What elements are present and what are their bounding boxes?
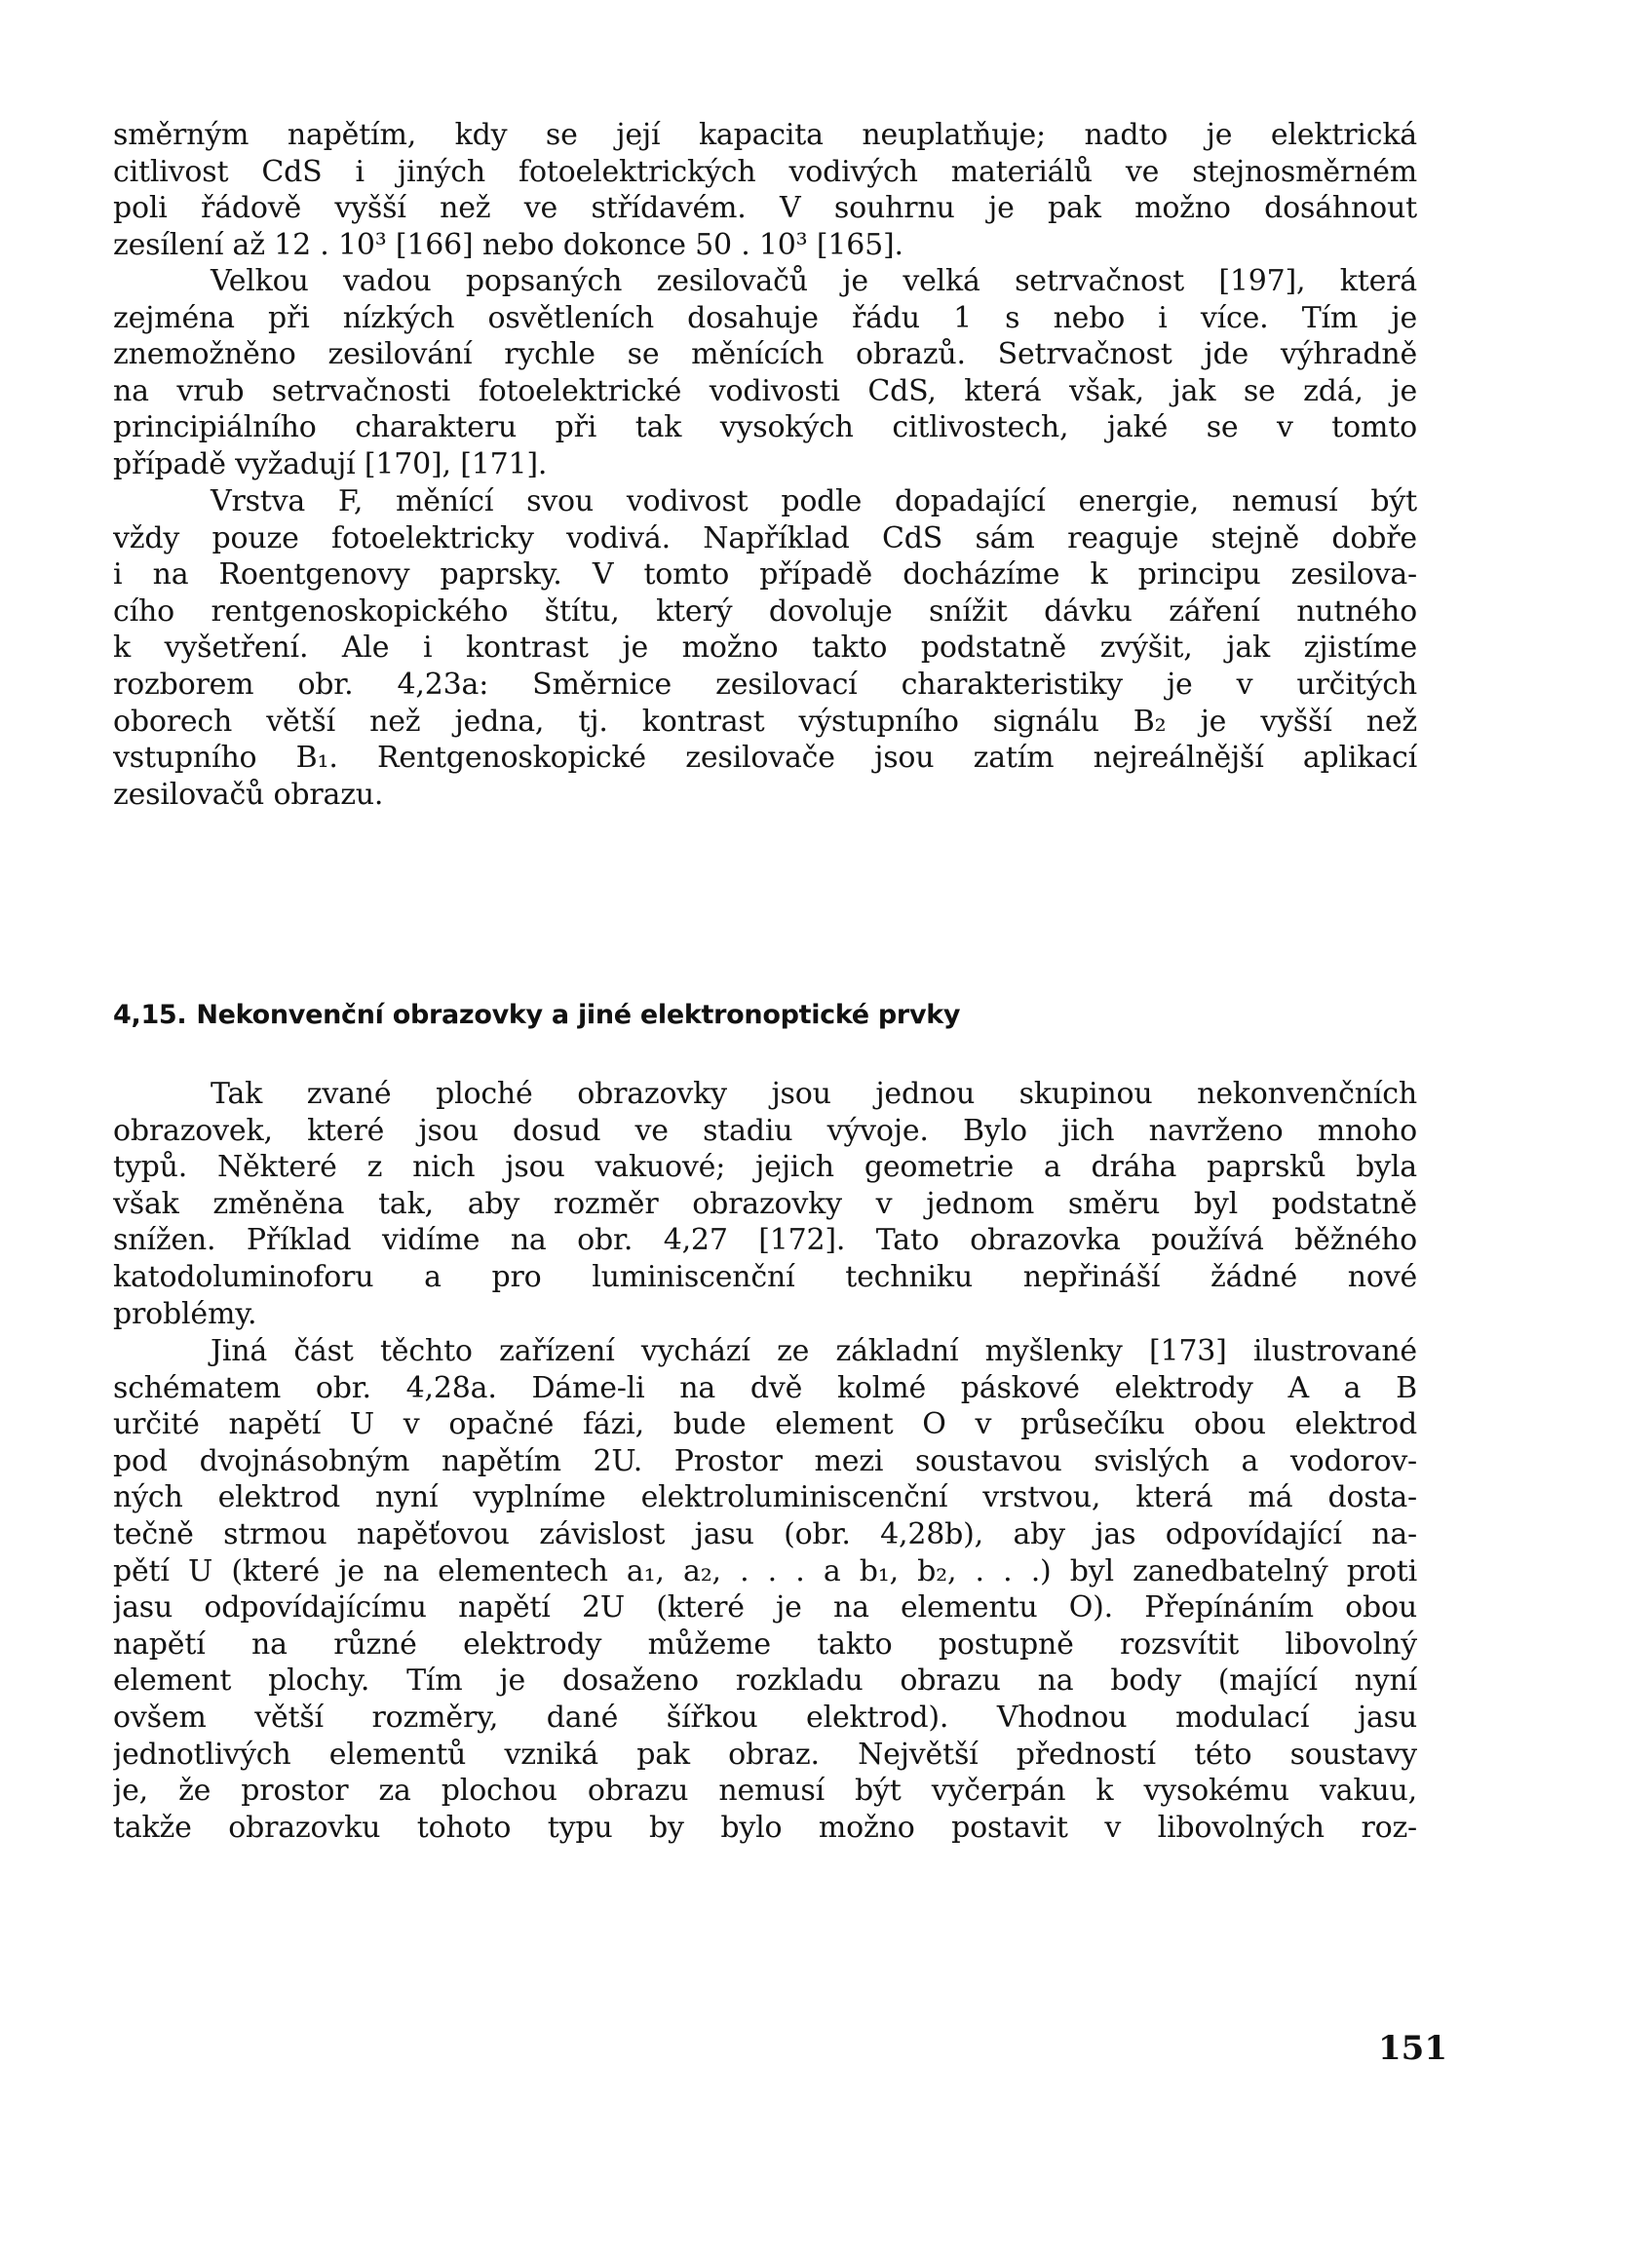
text-line: oborech větší než jedna, tj. kontrast výstupního signálu B₂ je vyšší než [113, 704, 1417, 739]
text-line: snížen. Příklad vidíme na obr. 4,27 [172]. Tato obrazovka používá běžného [113, 1223, 1417, 1258]
paragraph-layer-f [113, 483, 1417, 813]
section-title: Nekonvenční obrazovky a jiné elektronoptické prvky [196, 1000, 961, 1030]
text-line: Velkou vadou popsaných zesilovačů je velká setrvačnost [197], která [211, 264, 1417, 298]
text-line: i na Roentgenovy paprsky. V tomto případě docházíme k principu zesilova- [113, 557, 1417, 593]
text-line: ných elektrod nyní vyplníme elektroluminiscenční vrstvou, která má dosta- [113, 1480, 1417, 1515]
section-number: 4,15. [113, 1000, 187, 1030]
text-line: rozborem obr. 4,23a: Směrnice zesilovací charakteristiky je v určitých [113, 667, 1417, 702]
text-line: na vrub setrvačnosti fotoelektrické vodivosti CdS, která však, jak se zdá, je [113, 373, 1417, 408]
text-line: vždy pouze fotoelektricky vodivá. Například CdS sám reaguje stejně dobře [113, 520, 1417, 555]
paragraph-inertia [113, 263, 1417, 483]
page-number: 151 [1378, 2029, 1447, 2068]
text-line: obrazovek, které jsou dosud ve stadiu vývoje. Bylo jich navrženo mnoho [113, 1113, 1417, 1148]
text-line: Jiná část těchto zařízení vychází ze základní myšlenky [173] ilustrované [211, 1334, 1417, 1368]
text-line: směrným napětím, kdy se její kapacita neuplatňuje; nadto je elektrická [113, 118, 1417, 152]
section-heading [113, 1000, 960, 1030]
text-line: zejména při nízkých osvětleních dosahuje řádu 1 s nebo i více. Tím je [113, 300, 1417, 335]
text-line: element plochy. Tím je dosaženo rozkladu obrazu na body (mající nyní [113, 1663, 1417, 1699]
text-line: principiálního charakteru při tak vysokých citlivostech, jaké se v tomto [113, 410, 1417, 445]
text-line: takže obrazovku tohoto typu by bylo možno postavit v libovolných roz- [113, 1810, 1417, 1845]
text-line: napětí na různé elektrody můžeme takto postupně rozsvítit libovolný [113, 1626, 1417, 1662]
text-line: vstupního B₁. Rentgenoskopické zesilovače jsou zatím nejreálnější aplikací [113, 741, 1417, 776]
text-line: pod dvojnásobným napětím 2U. Prostor mezi soustavou svislých a vodorov- [113, 1443, 1417, 1478]
text-line: jednotlivých elementů vzniká pak obraz. Největší předností této soustavy [113, 1737, 1417, 1772]
text-line: zesílení až 12 . 10³ [166] nebo dokonce 50 . 10³ [165]. [113, 227, 903, 262]
text-line: Vrstva F, měnící svou vodivost podle dopadající energie, nemusí být [211, 484, 1417, 518]
text-line: typů. Některé z nich jsou vakuové; jejich geometrie a dráha paprsků byla [113, 1150, 1417, 1185]
paragraph-continuation [113, 117, 1417, 263]
text-line: tečně strmou napěťovou závislost jasu (obr. 4,28b), aby jas odpovídající na- [113, 1516, 1417, 1551]
text-line: poli řádově vyšší než ve střídavém. V souhrnu je pak možno dosáhnout [113, 191, 1417, 226]
paragraph-flat-screens [113, 1076, 1417, 1332]
text-line: k vyšetření. Ale i kontrast je možno takto podstatně zvýšit, jak zjistíme [113, 631, 1417, 666]
text-line: pětí U (které je na elementech a₁, a₂, . . . a b₁, b₂, . . .) byl zanedbatelný proti [113, 1553, 1417, 1588]
text-line: cího rentgenoskopického štítu, který dovoluje snížit dávku záření nutného [113, 593, 1417, 629]
text-line: znemožněno zesilování rychle se měnících obrazů. Setrvačnost jde výhradně [113, 337, 1417, 372]
text-line: katodoluminoforu a pro luminiscenční techniku nepřináší žádné nové [113, 1259, 1417, 1294]
paragraph-electrodes [113, 1333, 1417, 1846]
text-line: případě vyžadují [170], [171]. [113, 446, 548, 481]
text-line: zesilovačů obrazu. [113, 777, 384, 812]
text-line: Tak zvané ploché obrazovky jsou jednou skupinou nekonvenčních [211, 1077, 1417, 1111]
text-line: ovšem větší rozměry, dané šířkou elektrod). Vhodnou modulací jasu [113, 1700, 1417, 1735]
text-line: problémy. [113, 1296, 257, 1331]
text-line: je, že prostor za plochou obrazu nemusí být vyčerpán k vysokému vakuu, [113, 1774, 1417, 1809]
text-line: citlivost CdS i jiných fotoelektrických vodivých materiálů ve stejnosměrném [113, 154, 1417, 189]
text-line: jasu odpovídajícímu napětí 2U (které je na elementu O). Přepínáním obou [113, 1590, 1417, 1625]
text-line: určité napětí U v opačné fázi, bude element O v průsečíku obou elektrod [113, 1407, 1417, 1442]
text-line: však změněna tak, aby rozměr obrazovky v jednom směru byl podstatně [113, 1186, 1417, 1221]
text-line: schématem obr. 4,28a. Dáme-li na dvě kolmé páskové elektrody A a B [113, 1370, 1417, 1405]
